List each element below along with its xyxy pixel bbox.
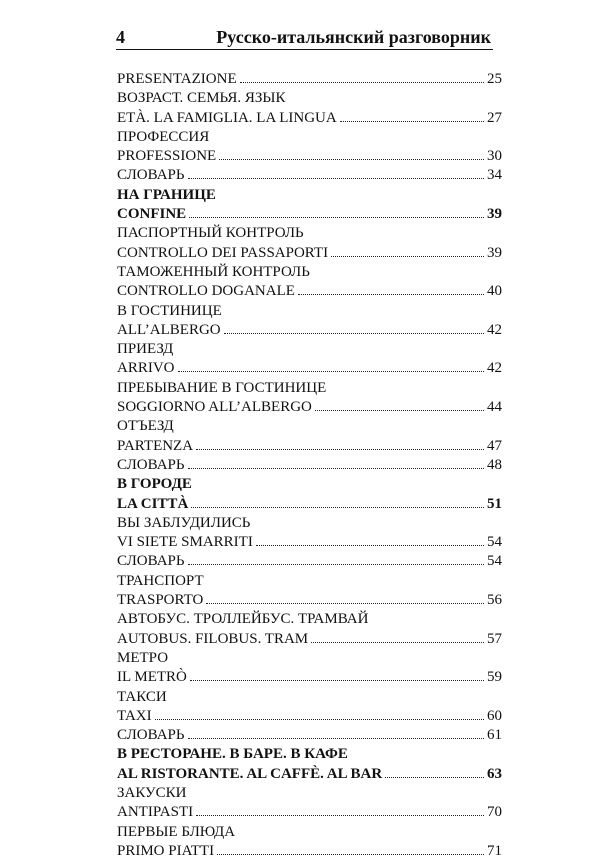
toc-heading [117,89,502,108]
toc-entry-title: СЛОВАРЬ [117,727,185,744]
toc-entry-title: CONTROLLO DEI PASSAPORTI [117,244,329,261]
toc-heading [117,379,502,398]
page-number: 4 [116,27,125,47]
toc-entry-title: ПРИЕЗД [117,341,174,358]
toc-entry-title: ТРАНСПОРТ [117,572,204,589]
toc-entry-page-number: 27 [487,109,502,126]
toc-entry-title: ANTIPASTI [117,804,194,821]
toc-entry-title: ЗАКУСКИ [117,784,187,801]
toc-entry-page-number: 71 [487,842,502,859]
toc-entry-page-number: 40 [487,283,502,300]
toc-entry [117,205,502,224]
toc-entry-page-number: 56 [487,592,502,609]
toc-entry-title: TRASPORTO [117,592,204,609]
toc-entry [117,166,502,185]
toc-entry-title: LA CITTÀ [117,495,189,512]
toc-entry-page-number: 60 [487,707,502,724]
toc-entry-title: СЛОВАРЬ [117,456,185,473]
toc-entry-title: SOGGIORNO ALL’ALBERGO [117,399,312,416]
toc-entry [117,437,502,456]
toc-entry [117,495,502,514]
toc-entry-page-number: 57 [487,630,502,647]
toc-heading [117,475,502,494]
toc-entry-page-number: 47 [487,437,502,454]
toc-entry-page-number: 34 [487,167,502,184]
toc-entry-page-number: 30 [487,148,502,165]
toc-entry-page-number: 39 [487,244,502,261]
toc-entry-title: ETÀ. LA FAMIGLIA. LA LINGUA [117,109,337,126]
toc-entry [117,765,502,784]
toc-entry [117,109,502,128]
toc-entry-title: МЕТРО [117,649,169,666]
toc-entry [117,456,502,475]
toc-entry-title: ALL’ALBERGO [117,321,221,338]
toc-heading [117,610,502,629]
toc-entry [117,707,502,726]
toc-entry-page-number: 63 [487,765,502,782]
toc-heading [117,688,502,707]
toc-entry [117,282,502,301]
toc-entry-page-number: 42 [487,321,502,338]
toc-entry-title: IL METRÒ [117,669,187,686]
toc-entry-title: АВТОБУС. ТРОЛЛЕЙБУС. ТРАМВАЙ [117,611,369,628]
toc-heading [117,224,502,243]
toc-entry [117,726,502,745]
toc-entry-title: СЛОВАРЬ [117,167,185,184]
toc-entry [117,630,502,649]
toc-entry-title: ПРЕБЫВАНИЕ В ГОСТИНИЦЕ [117,379,327,396]
toc-entry-title: AUTOBUS. FILOBUS. TRAM [117,630,309,647]
toc-entry-page-number: 54 [487,534,502,551]
toc-entry-title: ARRIVO [117,360,175,377]
toc-heading [117,745,502,764]
toc-entry-title: ОТЪЕЗД [117,418,174,435]
toc-heading [117,649,502,668]
toc-entry [117,147,502,166]
toc-entry-page-number: 61 [487,727,502,744]
toc-entry-title: PARTENZA [117,437,194,454]
toc-entry-title: ПРОФЕССИЯ [117,128,210,145]
toc-heading [117,572,502,591]
toc-entry-title: ПАСПОРТНЫЙ КОНТРОЛЬ [117,225,304,242]
toc-entry [117,244,502,263]
toc-entry-title: ТАМОЖЕННЫЙ КОНТРОЛЬ [117,263,310,280]
toc-entry-title: В РЕСТОРАНЕ. В БАРЕ. В КАФЕ [117,746,348,763]
toc-entry-title: PRESENTAZIONE [117,71,237,87]
toc-entry [117,552,502,571]
toc-heading [117,302,502,321]
toc-entry-page-number: 42 [487,360,502,377]
toc-entry-page-number: 54 [487,553,502,570]
toc-entry-title: В ГОРОДЕ [117,476,192,493]
toc-entry-page-number: 51 [487,495,502,512]
toc-heading [117,823,502,842]
header-rule [116,49,493,50]
toc-entry-title: TAXI [117,707,152,724]
toc-entry-title: VI SIETE SMARRITI [117,534,253,551]
toc-heading [117,417,502,436]
toc-entry [117,533,502,552]
toc-entry-page-number: 44 [487,399,502,416]
toc-entry-title: ВОЗРАСТ. СЕМЬЯ. ЯЗЫК [117,90,286,107]
toc-entry [117,321,502,340]
toc-entry-title: CONFINE [117,206,187,223]
toc-entry-title: PRIMO PIATTI [117,842,215,859]
page-header [116,27,491,47]
toc-entry-title: PROFESSIONE [117,148,217,165]
toc-entry-title: СЛОВАРЬ [117,553,185,570]
toc-entry-title: ТАКСИ [117,688,167,705]
toc-entry-title: ПЕРВЫЕ БЛЮДА [117,823,236,840]
table-of-contents [117,70,502,861]
toc-entry-title: НА ГРАНИЦЕ [117,186,216,203]
toc-heading [117,784,502,803]
toc-entry-page-number: 70 [487,804,502,821]
toc-heading [117,186,502,205]
toc-entry [117,803,502,822]
toc-heading [117,514,502,533]
toc-entry [117,398,502,417]
toc-entry-page-number: 59 [487,669,502,686]
toc-entry-title: В ГОСТИНИЦЕ [117,302,222,319]
toc-entry-title: CONTROLLO DOGANALE [117,283,295,300]
toc-entry [117,591,502,610]
toc-entry [117,842,502,861]
toc-entry [117,668,502,687]
toc-entry-page-number: 48 [487,456,502,473]
toc-entry-title: ВЫ ЗАБЛУДИЛИСЬ [117,514,251,531]
toc-entry [117,359,502,378]
toc-heading [117,340,502,359]
toc-entry-page-number: 39 [487,206,502,223]
running-title: Русско-итальянский разговорник [216,27,491,47]
toc-entry-page-number: 25 [487,71,502,87]
toc-entry [117,70,502,89]
toc-entry-title: AL RISTORANTE. AL CAFFÈ. AL BAR [117,765,383,782]
toc-heading [117,263,502,282]
toc-heading [117,128,502,147]
